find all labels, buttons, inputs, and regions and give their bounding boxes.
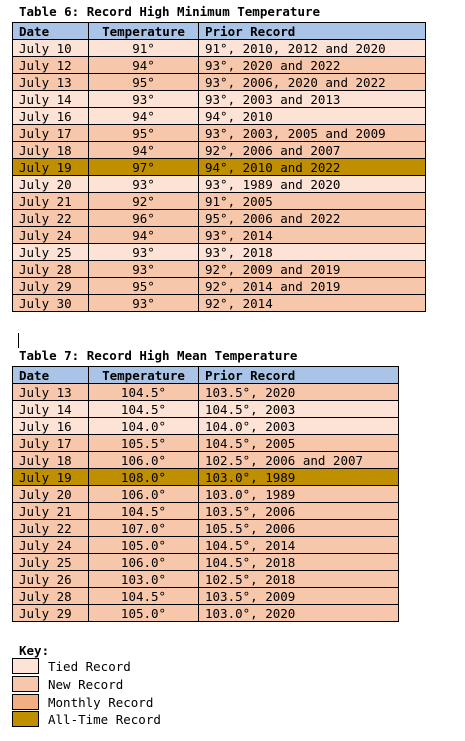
prior-record-cell: 103.5°, 2009 bbox=[199, 588, 399, 605]
table-row bbox=[13, 452, 399, 469]
temperature-cell: 93° bbox=[89, 295, 199, 312]
date-cell: July 28 bbox=[13, 261, 89, 278]
prior-record-cell: 104.5°, 2003 bbox=[199, 401, 399, 418]
key-swatch bbox=[12, 658, 39, 674]
temperature-cell: 105.0° bbox=[89, 537, 199, 554]
prior-record-cell: 93°, 2003 and 2013 bbox=[199, 91, 426, 108]
table-row bbox=[13, 176, 426, 193]
table7-header-temperature: Temperature bbox=[89, 367, 199, 384]
table-row bbox=[13, 244, 426, 261]
temperature-cell: 94° bbox=[89, 142, 199, 159]
date-cell: July 10 bbox=[13, 40, 89, 57]
date-cell: July 17 bbox=[13, 125, 89, 142]
table-row bbox=[13, 503, 399, 520]
table-row bbox=[13, 401, 399, 418]
prior-record-cell: 93°, 1989 and 2020 bbox=[199, 176, 426, 193]
date-cell: July 20 bbox=[13, 486, 89, 503]
prior-record-cell: 104.5°, 2005 bbox=[199, 435, 399, 452]
table-row bbox=[13, 193, 426, 210]
key-swatch bbox=[12, 694, 39, 710]
temperature-cell: 97° bbox=[89, 159, 199, 176]
date-cell: July 13 bbox=[13, 74, 89, 91]
temperature-cell: 104.5° bbox=[89, 588, 199, 605]
key-swatch bbox=[12, 676, 39, 692]
prior-record-cell: 92°, 2014 and 2019 bbox=[199, 278, 426, 295]
temperature-cell: 92° bbox=[89, 193, 199, 210]
date-cell: July 14 bbox=[13, 401, 89, 418]
table-row bbox=[13, 486, 399, 503]
table-row bbox=[13, 74, 426, 91]
date-cell: July 25 bbox=[13, 244, 89, 261]
prior-record-cell: 104.0°, 2003 bbox=[199, 418, 399, 435]
prior-record-cell: 93°, 2014 bbox=[199, 227, 426, 244]
table-row bbox=[13, 537, 399, 554]
date-cell: July 18 bbox=[13, 142, 89, 159]
table6 bbox=[12, 22, 426, 312]
table6-header-row bbox=[13, 23, 426, 40]
prior-record-cell: 92°, 2006 and 2007 bbox=[199, 142, 426, 159]
table-row bbox=[13, 91, 426, 108]
date-cell: July 29 bbox=[13, 278, 89, 295]
table7-caption: Table 7: Record High Mean Temperature bbox=[19, 348, 298, 363]
temperature-cell: 95° bbox=[89, 74, 199, 91]
table-row bbox=[13, 210, 426, 227]
temperature-cell: 95° bbox=[89, 278, 199, 295]
table-row bbox=[13, 159, 426, 176]
temperature-cell: 94° bbox=[89, 108, 199, 125]
table-row bbox=[13, 125, 426, 142]
table-row bbox=[13, 520, 399, 537]
temperature-cell: 104.5° bbox=[89, 503, 199, 520]
temperature-cell: 95° bbox=[89, 125, 199, 142]
table-row bbox=[13, 295, 426, 312]
date-cell: July 12 bbox=[13, 57, 89, 74]
temperature-cell: 105.5° bbox=[89, 435, 199, 452]
prior-record-cell: 104.5°, 2014 bbox=[199, 537, 399, 554]
temperature-cell: 94° bbox=[89, 227, 199, 244]
prior-record-cell: 104.5°, 2018 bbox=[199, 554, 399, 571]
date-cell: July 30 bbox=[13, 295, 89, 312]
table-row bbox=[13, 571, 399, 588]
date-cell: July 24 bbox=[13, 537, 89, 554]
date-cell: July 21 bbox=[13, 503, 89, 520]
table7-header-date: Date bbox=[13, 367, 89, 384]
table-row bbox=[13, 384, 399, 401]
table-row bbox=[13, 605, 399, 622]
table-row bbox=[13, 142, 426, 159]
table6-header-date: Date bbox=[13, 23, 89, 40]
temperature-cell: 106.0° bbox=[89, 486, 199, 503]
table-row bbox=[13, 227, 426, 244]
table-row bbox=[13, 469, 399, 486]
text-cursor bbox=[18, 333, 19, 348]
temperature-cell: 94° bbox=[89, 57, 199, 74]
key-label: Monthly Record bbox=[48, 695, 154, 710]
temperature-cell: 103.0° bbox=[89, 571, 199, 588]
date-cell: July 22 bbox=[13, 210, 89, 227]
table-row bbox=[13, 108, 426, 125]
temperature-cell: 93° bbox=[89, 91, 199, 108]
prior-record-cell: 92°, 2014 bbox=[199, 295, 426, 312]
table6-caption: Table 6: Record High Minimum Temperature bbox=[19, 4, 321, 19]
prior-record-cell: 94°, 2010 bbox=[199, 108, 426, 125]
date-cell: July 29 bbox=[13, 605, 89, 622]
table-row bbox=[13, 57, 426, 74]
date-cell: July 16 bbox=[13, 108, 89, 125]
temperature-cell: 106.0° bbox=[89, 554, 199, 571]
table-row bbox=[13, 418, 399, 435]
temperature-cell: 93° bbox=[89, 261, 199, 278]
prior-record-cell: 103.0°, 2020 bbox=[199, 605, 399, 622]
prior-record-cell: 103.0°, 1989 bbox=[199, 486, 399, 503]
prior-record-cell: 102.5°, 2006 and 2007 bbox=[199, 452, 399, 469]
prior-record-cell: 92°, 2009 and 2019 bbox=[199, 261, 426, 278]
table-row bbox=[13, 278, 426, 295]
date-cell: July 25 bbox=[13, 554, 89, 571]
table7-header-row bbox=[13, 367, 399, 384]
temperature-cell: 93° bbox=[89, 176, 199, 193]
prior-record-cell: 94°, 2010 and 2022 bbox=[199, 159, 426, 176]
prior-record-cell: 103.5°, 2020 bbox=[199, 384, 399, 401]
prior-record-cell: 91°, 2005 bbox=[199, 193, 426, 210]
prior-record-cell: 103.0°, 1989 bbox=[199, 469, 399, 486]
date-cell: July 19 bbox=[13, 159, 89, 176]
table6-header-temperature: Temperature bbox=[89, 23, 199, 40]
table7 bbox=[12, 366, 399, 622]
temperature-cell: 104.5° bbox=[89, 401, 199, 418]
table-row bbox=[13, 554, 399, 571]
date-cell: July 24 bbox=[13, 227, 89, 244]
date-cell: July 17 bbox=[13, 435, 89, 452]
temperature-cell: 106.0° bbox=[89, 452, 199, 469]
table6-header-prior-record: Prior Record bbox=[199, 23, 426, 40]
date-cell: July 19 bbox=[13, 469, 89, 486]
temperature-cell: 91° bbox=[89, 40, 199, 57]
table-row bbox=[13, 261, 426, 278]
date-cell: July 28 bbox=[13, 588, 89, 605]
table-row bbox=[13, 435, 399, 452]
temperature-cell: 105.0° bbox=[89, 605, 199, 622]
prior-record-cell: 93°, 2018 bbox=[199, 244, 426, 261]
temperature-cell: 93° bbox=[89, 244, 199, 261]
prior-record-cell: 102.5°, 2018 bbox=[199, 571, 399, 588]
date-cell: July 18 bbox=[13, 452, 89, 469]
key-label: Tied Record bbox=[48, 659, 131, 674]
key-label: All-Time Record bbox=[48, 712, 161, 727]
prior-record-cell: 93°, 2020 and 2022 bbox=[199, 57, 426, 74]
date-cell: July 20 bbox=[13, 176, 89, 193]
key-swatch bbox=[12, 711, 39, 727]
temperature-cell: 104.5° bbox=[89, 384, 199, 401]
prior-record-cell: 95°, 2006 and 2022 bbox=[199, 210, 426, 227]
key-label: New Record bbox=[48, 677, 124, 692]
temperature-cell: 104.0° bbox=[89, 418, 199, 435]
temperature-cell: 108.0° bbox=[89, 469, 199, 486]
date-cell: July 21 bbox=[13, 193, 89, 210]
key-title: Key: bbox=[19, 643, 50, 658]
date-cell: July 13 bbox=[13, 384, 89, 401]
table-row bbox=[13, 588, 399, 605]
date-cell: July 16 bbox=[13, 418, 89, 435]
temperature-cell: 96° bbox=[89, 210, 199, 227]
table7-header-prior-record: Prior Record bbox=[199, 367, 399, 384]
temperature-cell: 107.0° bbox=[89, 520, 199, 537]
date-cell: July 22 bbox=[13, 520, 89, 537]
prior-record-cell: 103.5°, 2006 bbox=[199, 503, 399, 520]
table-row bbox=[13, 40, 426, 57]
date-cell: July 26 bbox=[13, 571, 89, 588]
date-cell: July 14 bbox=[13, 91, 89, 108]
prior-record-cell: 91°, 2010, 2012 and 2020 bbox=[199, 40, 426, 57]
prior-record-cell: 93°, 2003, 2005 and 2009 bbox=[199, 125, 426, 142]
prior-record-cell: 105.5°, 2006 bbox=[199, 520, 399, 537]
prior-record-cell: 93°, 2006, 2020 and 2022 bbox=[199, 74, 426, 91]
